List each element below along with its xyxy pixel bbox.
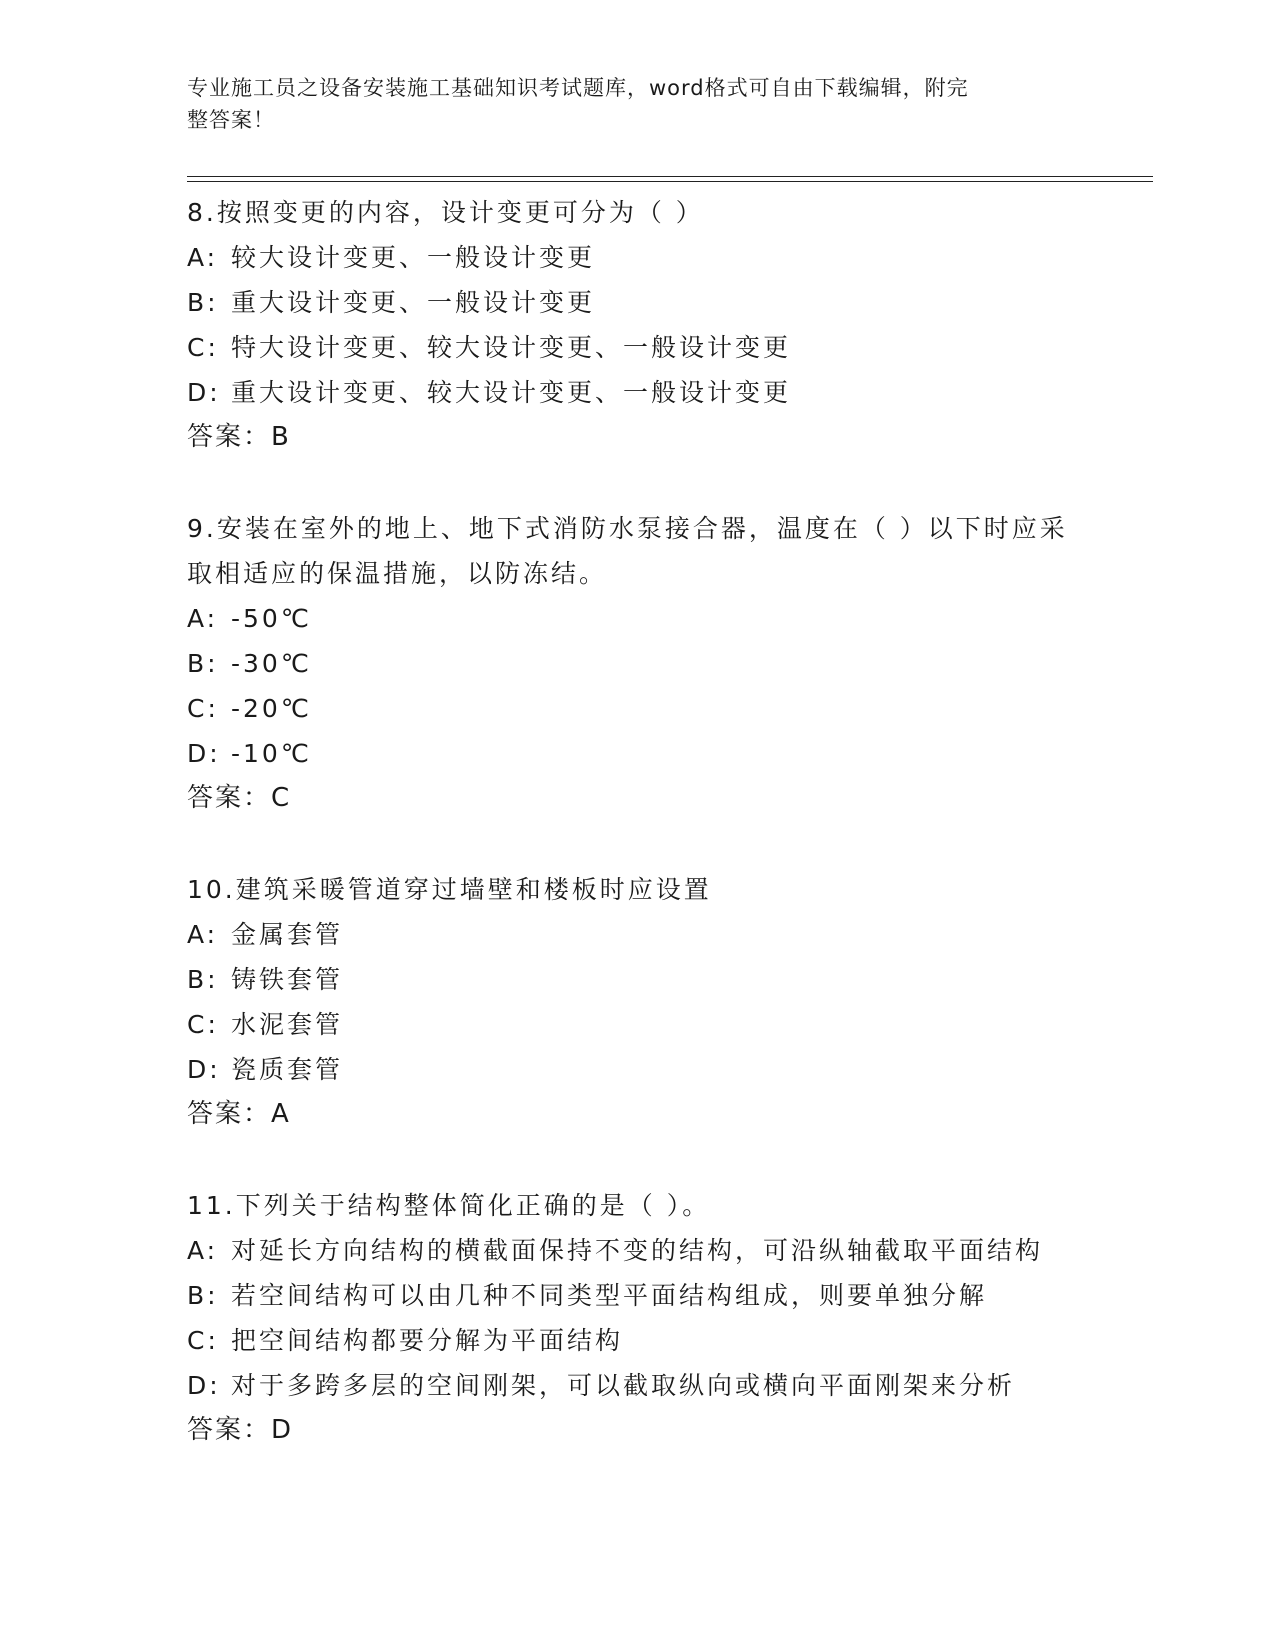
- option-b: [187, 1273, 1087, 1318]
- header-line-1: 专业施工员之设备安装施工基础知识考试题库，word格式可自由下载编辑，附完: [187, 76, 969, 100]
- option-text: -20℃: [231, 694, 312, 723]
- answer-line: 答案：A: [187, 1099, 291, 1129]
- option-letter: C:: [187, 1326, 219, 1355]
- header-divider-top: [187, 176, 1153, 177]
- option-text: 重大设计变更、较大设计变更、一般设计变更: [231, 378, 792, 407]
- option-a: [187, 235, 1087, 280]
- question-list: [187, 190, 1087, 1499]
- answer-line: 答案：D: [187, 1415, 294, 1445]
- option-text: 重大设计变更、一般设计变更: [231, 288, 596, 317]
- option-b: [187, 957, 1087, 1002]
- option-d: [187, 731, 1087, 776]
- question-stem: 8.按照变更的内容，设计变更可分为（ ）: [187, 198, 704, 227]
- option-letter: C:: [187, 1010, 219, 1039]
- option-letter: D:: [187, 1055, 221, 1084]
- option-letter: A:: [187, 920, 219, 949]
- option-letter: D:: [187, 378, 221, 407]
- option-a: [187, 912, 1087, 957]
- option-letter: B:: [187, 965, 219, 994]
- option-letter: B:: [187, 1281, 219, 1310]
- option-letter: C:: [187, 694, 219, 723]
- question-11: [187, 1183, 1087, 1453]
- option-b: [187, 280, 1087, 325]
- option-text: 金属套管: [231, 920, 344, 949]
- option-a: [187, 596, 1087, 641]
- option-text: 特大设计变更、较大设计变更、一般设计变更: [231, 333, 792, 362]
- header-divider-bottom: [187, 181, 1153, 182]
- question-stem: 11.下列关于结构整体简化正确的是（ ）。: [187, 1191, 711, 1220]
- question-stem: 10.建筑采暖管道穿过墙壁和楼板时应设置: [187, 875, 712, 904]
- option-a: [187, 1228, 1087, 1273]
- option-letter: B:: [187, 288, 219, 317]
- header-line-2: 整答案！: [187, 108, 275, 132]
- option-c: [187, 686, 1087, 731]
- option-text: -50℃: [231, 604, 312, 633]
- option-letter: B:: [187, 649, 219, 678]
- answer-line: 答案：C: [187, 783, 292, 813]
- option-c: [187, 1002, 1087, 1047]
- option-text: 对于多跨多层的空间刚架，可以截取纵向或横向平面刚架来分析: [231, 1371, 1016, 1400]
- option-text: -10℃: [231, 739, 312, 768]
- question-stem: 9.安装在室外的地上、地下式消防水泵接合器，温度在（ ）以下时应采取相适应的保温措施，以防冻结。: [187, 514, 1068, 588]
- option-text: 较大设计变更、一般设计变更: [231, 243, 596, 272]
- question-10: [187, 867, 1087, 1137]
- option-letter: C:: [187, 333, 219, 362]
- option-text: 把空间结构都要分解为平面结构: [231, 1326, 624, 1355]
- option-text: 对延长方向结构的横截面保持不变的结构，可沿纵轴截取平面结构: [231, 1236, 1044, 1265]
- option-letter: A:: [187, 1236, 219, 1265]
- option-d: [187, 370, 1087, 415]
- option-d: [187, 1047, 1087, 1092]
- question-9: [187, 506, 1087, 821]
- option-c: [187, 1318, 1087, 1363]
- option-text: 瓷质套管: [231, 1055, 344, 1084]
- option-letter: A:: [187, 604, 219, 633]
- document-header: [187, 72, 1067, 136]
- option-text: 铸铁套管: [231, 965, 344, 994]
- option-c: [187, 325, 1087, 370]
- option-b: [187, 641, 1087, 686]
- option-d: [187, 1363, 1087, 1408]
- option-text: -30℃: [231, 649, 312, 678]
- option-text: 若空间结构可以由几种不同类型平面结构组成，则要单独分解: [231, 1281, 988, 1310]
- option-letter: D:: [187, 739, 221, 768]
- option-text: 水泥套管: [231, 1010, 344, 1039]
- answer-line: 答案：B: [187, 422, 291, 452]
- option-letter: D:: [187, 1371, 221, 1400]
- question-8: [187, 190, 1087, 460]
- option-letter: A:: [187, 243, 219, 272]
